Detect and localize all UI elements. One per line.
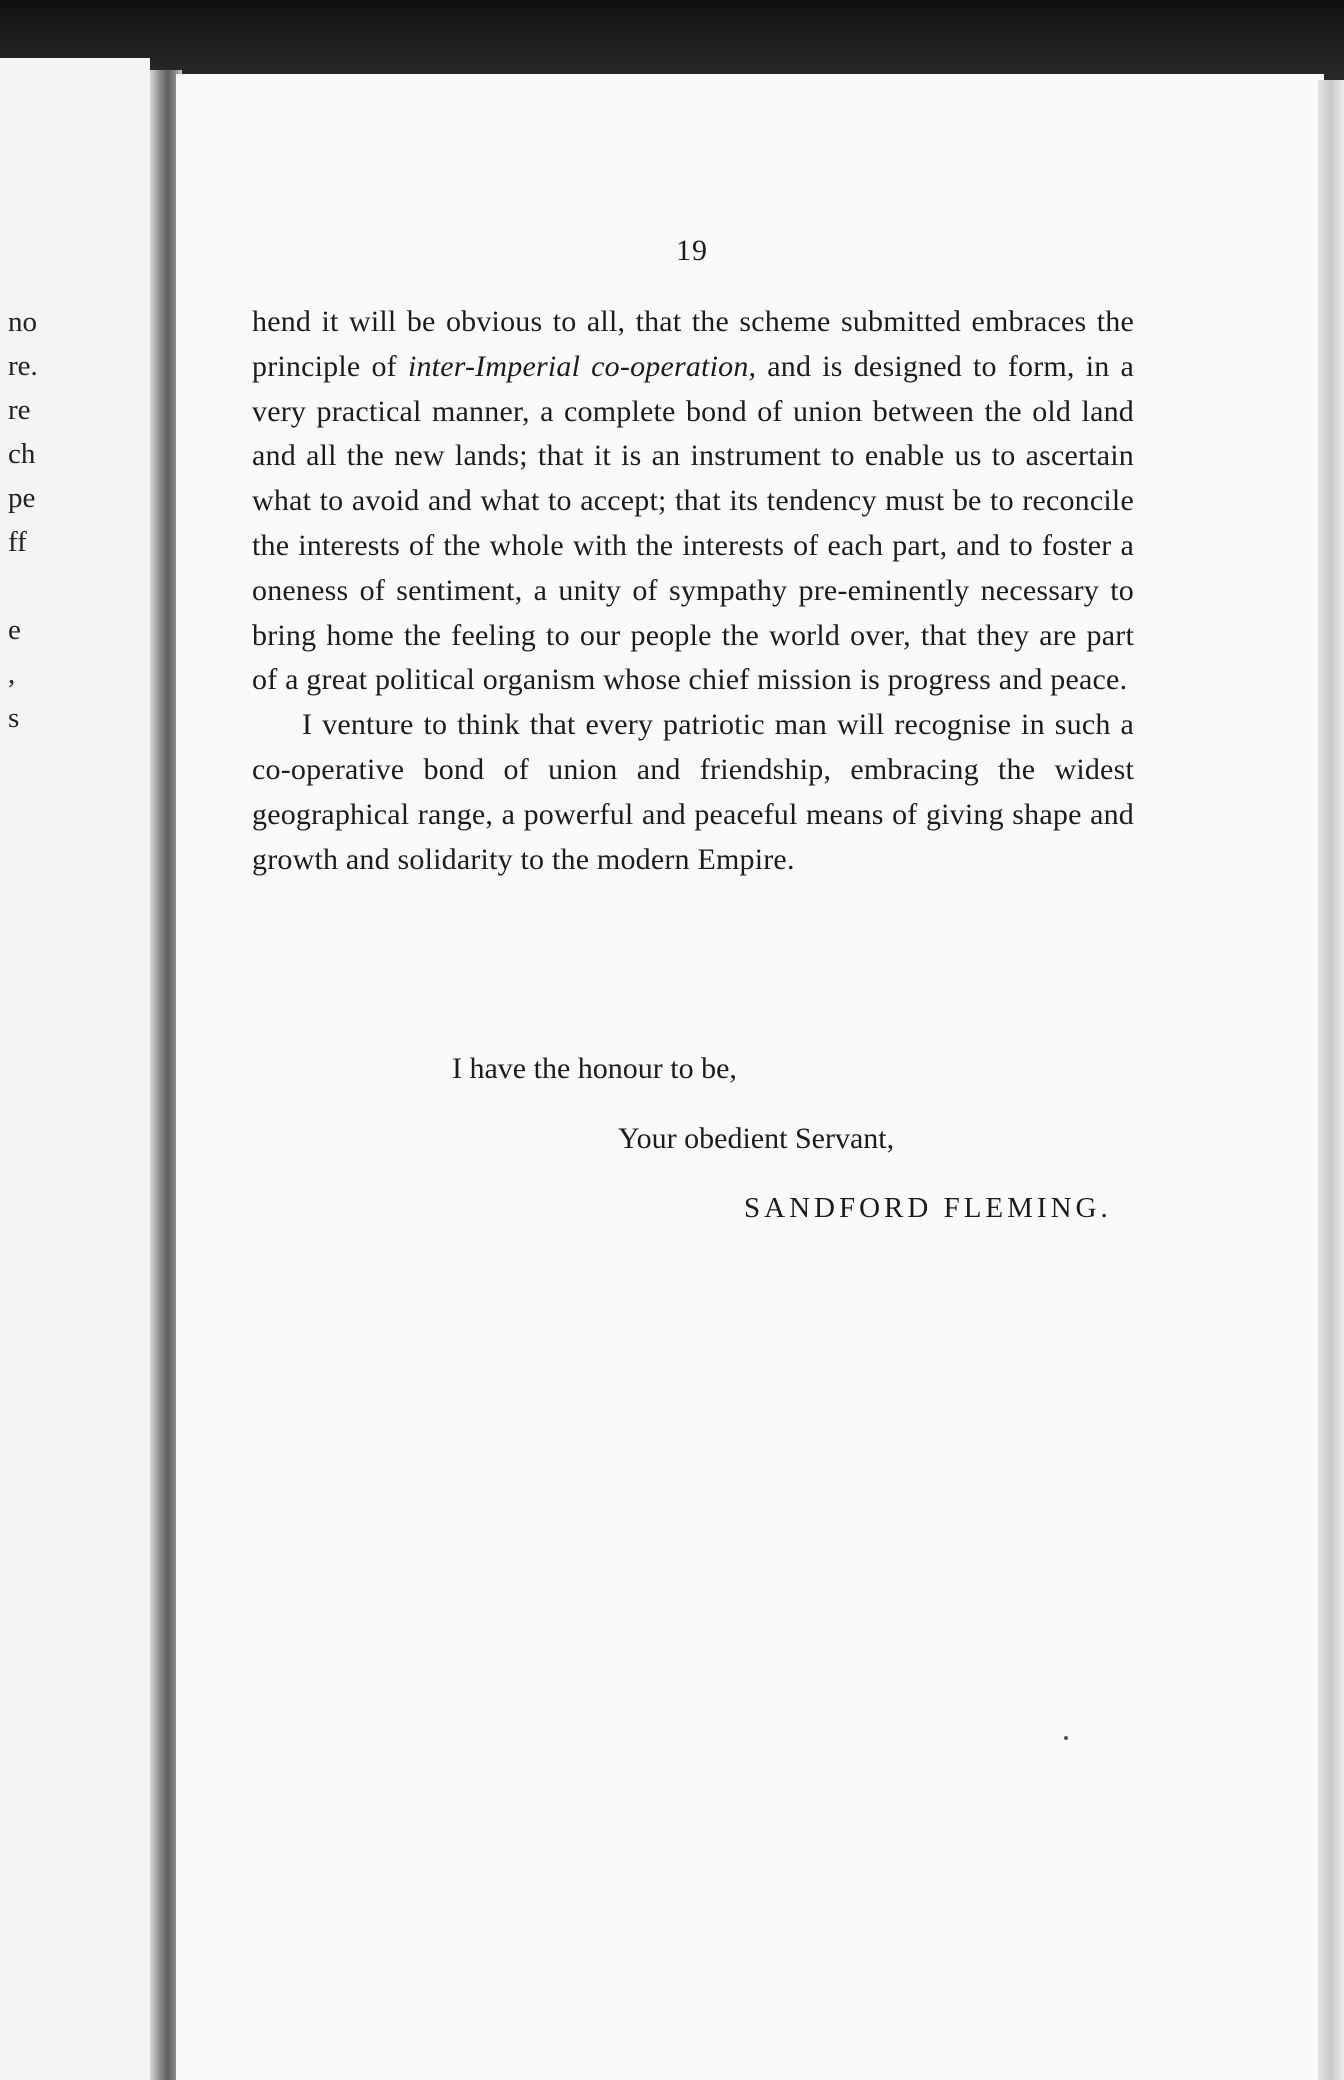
left-page-fragment: no [8,306,37,338]
left-page-fragment: , [8,658,16,690]
paragraph-2: I venture to think that every patriotic man will recognise in such a co-operative bond of union and friendship, embracing the widest geographical range, a powerful and peaceful means of giving shape and growth and solidarity to the modern Empire. [252,708,1134,876]
left-page [0,58,150,2080]
signature: SANDFORD FLEMING. [744,1192,1112,1224]
left-page-fragment: s [8,702,20,734]
paragraph-1-text: hend it will be obvious to all, that the scheme submitted embraces the principle of [252,305,1134,383]
closing-salutation: I have the honour to be, [452,1052,737,1085]
page-number: 19 [676,234,708,267]
left-page-fragment: pe [8,482,36,514]
book-top-shadow [0,0,1344,80]
paragraph-1-continuation: and is designed to form, in a very practical manner, a complete bond of union between the old land and all the new lands; that it is an instrument to enable us to ascertain what to avoid and what to accept; that its tendency must be to reconcile the interests of the whole with the interests of each part, and to foster a oneness of sentiment, a unity of sympathy pre-eminently necessary to bring home the feeling to our people the world over, that they are part of a great political organism whose chief mission is progress and peace. [252,349,1134,697]
left-page-fragment: re. [8,350,38,382]
left-page-fragment: e [8,614,21,646]
paragraph-1 [252,300,1134,703]
left-page-fragment: re [8,394,31,426]
page-edge [1318,80,1344,2080]
letter-body [252,300,1134,882]
left-page-fragment: ch [8,438,36,470]
italic-phrase: inter-Imperial co-operation, [407,349,757,383]
closing-servant: Your obedient Servant, [618,1122,895,1155]
paper-speck [1064,1736,1068,1740]
left-page-fragment: ff [8,526,27,558]
